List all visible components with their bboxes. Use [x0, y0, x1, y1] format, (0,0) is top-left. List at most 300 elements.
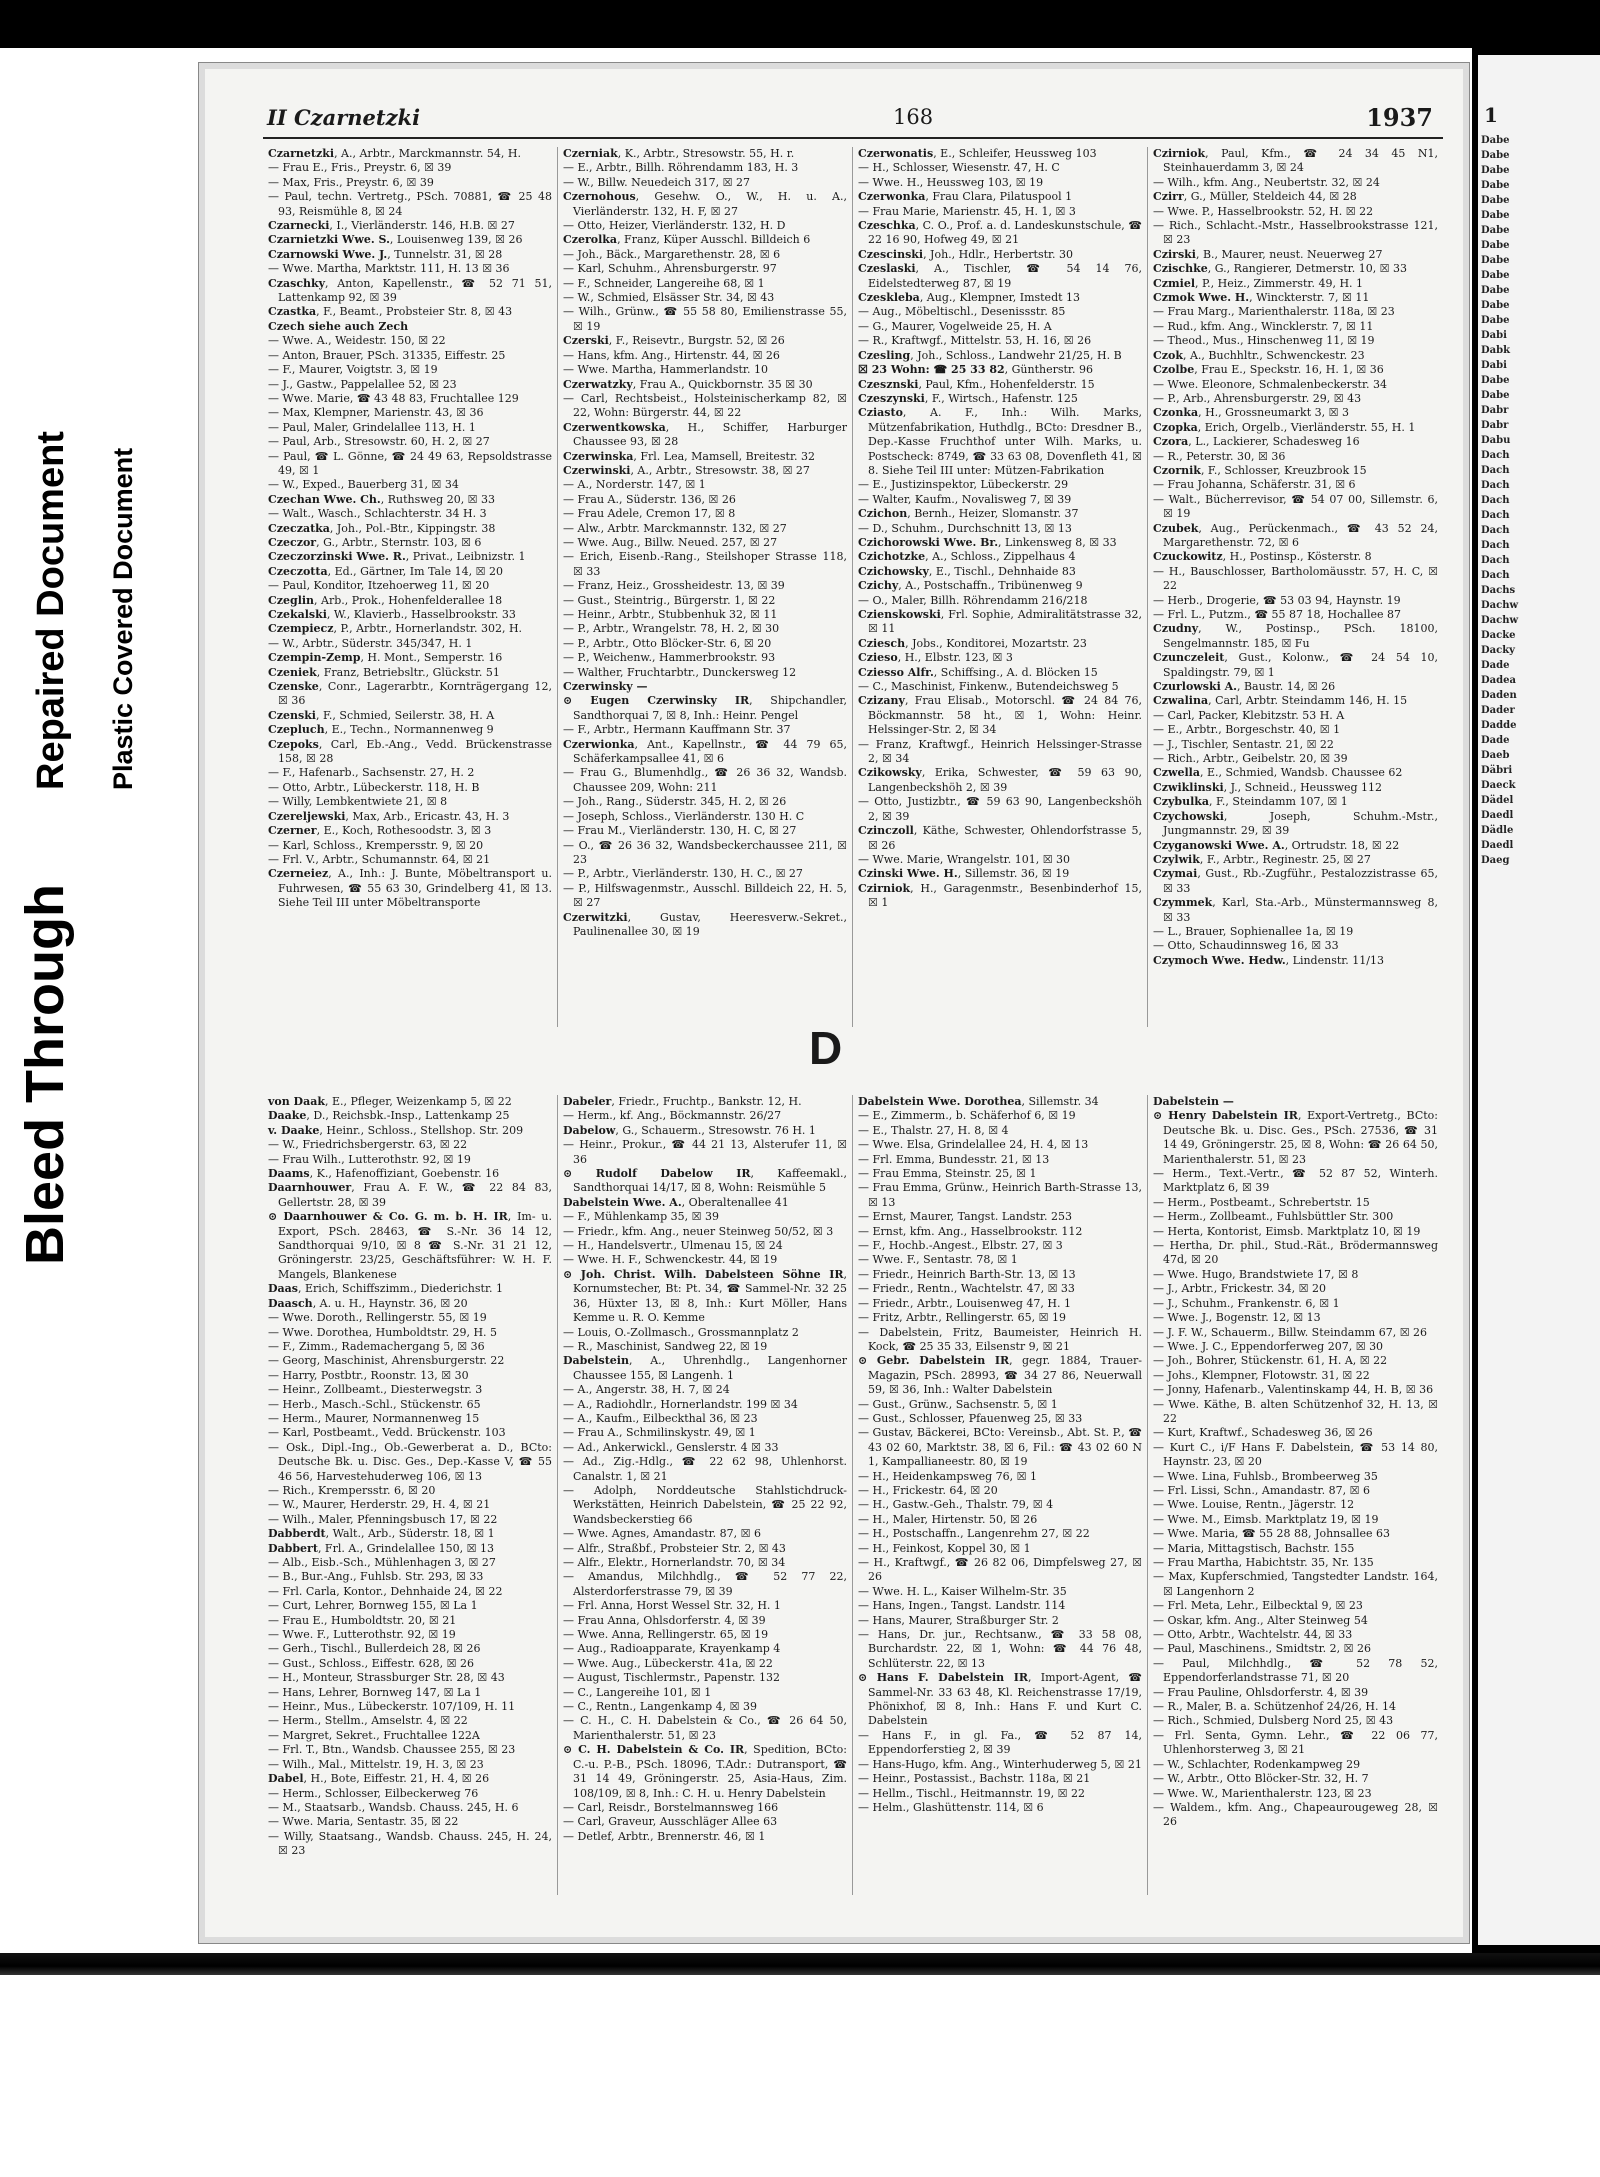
directory-entry: — Wwe. Lina, Fuhlsb., Brombeerweg 35	[1153, 1469, 1378, 1483]
directory-entry: — H., Gastw.-Geh., Thalstr. 79, ☒ 4	[858, 1498, 1054, 1512]
directory-entry: Dabeler, Friedr., Fruchtp., Bankstr. 12, H.	[563, 1095, 802, 1108]
adjacent-page-line: Dach	[1481, 510, 1510, 521]
directory-entry: Czinczoll, Käthe, Schwester, Ohlendorfstrasse 5, ☒ 26	[858, 824, 1142, 852]
directory-entry: Czarnietzki Wwe. S., Louisenweg 139, ☒ 26	[268, 233, 523, 247]
header-year: 1937	[1366, 103, 1433, 132]
directory-entry: Czeschka, C. O., Prof. a. d. Landeskunstschule, ☎ 22 16 90, Hofweg 49, ☒ 21	[858, 219, 1142, 247]
directory-entry: Czichowsky, E., Tischl., Dehnhaide 83	[858, 564, 1076, 578]
directory-entry: — Friedr., Rentn., Wachtelstr. 47, ☒ 33	[858, 1282, 1075, 1296]
directory-entry: Czerski, F., Reisevtr., Burgstr. 52, ☒ 26	[563, 334, 785, 348]
directory-entry: Czesznski, Paul, Kfm., Hohenfelderstr. 15	[858, 377, 1095, 391]
directory-entry: — F., Zimm., Rademachergang 5, ☒ 36	[268, 1339, 485, 1353]
directory-entry: — Rich., Arbtr., Geibelstr. 20, ☒ 39	[1153, 752, 1348, 766]
directory-entry: Czempin-Zemp, H. Mont., Semperstr. 16	[268, 651, 503, 665]
directory-entry: — Waldem., kfm. Ang., Chapeaurougeweg 28, ☒ 26	[1153, 1800, 1438, 1829]
directory-entry: Czeskleba, Aug., Klempner, Imstedt 13	[858, 291, 1081, 305]
directory-entry: — H., Heidenkampsweg 76, ☒ 1	[858, 1469, 1037, 1483]
directory-entry: — Wwe. Eleonore, Schmalenbeckerstr. 34	[1153, 377, 1388, 391]
column-8	[1148, 1095, 1443, 1895]
directory-entry: — Fritz, Arbtr., Rellingerstr. 65, ☒ 19	[858, 1311, 1067, 1325]
adjacent-page-line: Dabe	[1481, 180, 1510, 191]
column-2	[558, 147, 853, 1027]
directory-entry: Czerniak, K., Arbtr., Stresowstr. 55, H. r.	[563, 147, 795, 160]
directory-entry: — R., Maler, B. a. Schützenhof 24/26, H. 14	[1153, 1700, 1397, 1714]
adjacent-page-line: Dader	[1481, 705, 1515, 716]
directory-entry: — Max, Klempner, Marienstr. 43, ☒ 36	[268, 406, 484, 420]
directory-entry: Czerner, E., Koch, Rothesoodstr. 3, ☒ 3	[268, 824, 492, 838]
directory-entry: — Frl. Senta, Gymn. Lehr., ☎ 22 06 77, Uhlenhorsterweg 3, ☒ 21	[1153, 1728, 1438, 1757]
directory-entry: — Amandus, Milchhdlg., ☎ 52 77 22, Alsterdorferstrasse 79, ☒ 39	[563, 1570, 847, 1598]
directory-entry: Dabelow, G., Schauerm., Stresowstr. 76 H. 1	[563, 1123, 816, 1137]
adjacent-page-line: Dabe	[1481, 240, 1510, 251]
directory-entry: — Kurt, Kraftwf., Schadesweg 36, ☒ 26	[1153, 1426, 1373, 1440]
directory-entry: — Wwe. Aug., Billw. Neued. 257, ☒ 27	[563, 535, 778, 549]
directory-entry: — Wwe. Martha, Hammerlandstr. 10	[563, 363, 768, 377]
adjacent-page-line: Dabe	[1481, 300, 1510, 311]
scan-bottom-border	[0, 1953, 1600, 1975]
adjacent-page-line: Dach	[1481, 555, 1510, 566]
directory-entry: — E., Zimmerm., b. Schäferhof 6, ☒ 19	[858, 1109, 1076, 1123]
directory-entry: ⊙ Daarnhouwer & Co. G. m. b. H. IR, Im- u. Export, PSch. 28463, ☎ S.-Nr. 36 14 12, Sandthorquai 9/10, ☒ 8 ☎ S.-Nr. 31 21 12, Gröningerstr. 23/25, Geschäftsführer: W. H. F. Mangels, Blankenese	[268, 1210, 552, 1281]
directory-entry: — Karl, Postbeamt., Vedd. Brückenstr. 103	[268, 1426, 506, 1440]
adjacent-page-line: Dabe	[1481, 150, 1510, 161]
directory-entry: — Ernst, kfm. Ang., Hasselbrookstr. 112	[858, 1224, 1083, 1238]
directory-entry: — Oskar, kfm. Ang., Alter Steinweg 54	[1153, 1613, 1368, 1627]
directory-entry: — Erich, Eisenb.-Rang., Steilshoper Strasse 118, ☒ 33	[563, 550, 847, 578]
adjacent-page-lines	[1478, 133, 1600, 868]
directory-entry: — H., Postschaffn., Langenrehm 27, ☒ 22	[858, 1527, 1090, 1541]
adjacent-page-line: Dabe	[1481, 270, 1510, 281]
directory-entry: — Wwe. Marie, ☎ 43 48 83, Fruchtallee 129	[268, 391, 519, 405]
directory-entry: — Ad., Zig.-Hdlg., ☎ 22 62 98, Uhlenhorst. Canalstr. 1, ☒ 21	[563, 1455, 847, 1483]
directory-entry: — R., Kraftwgf., Mittelstr. 53, H. 16, ☒ 26	[858, 334, 1092, 348]
directory-entry: Czerwitzki, Gustav, Heeresverw.-Sekret., Paulinenallee 30, ☒ 19	[563, 910, 847, 938]
directory-entry: — C., Langereihe 101, ☒ 1	[563, 1685, 712, 1699]
directory-entry: — Joh., Bäck., Margarethenstr. 28, ☒ 6	[563, 247, 781, 261]
directory-entry: — A., Angerstr. 38, H. 7, ☒ 24	[563, 1383, 730, 1397]
directory-entry: — Wwe. Marie, Wrangelstr. 101, ☒ 30	[858, 852, 1071, 866]
directory-entry: — Margret, Sekret., Fruchtallee 122A	[268, 1728, 480, 1742]
adjacent-page-line: Dädle	[1481, 825, 1514, 836]
directory-entry: — Wwe. Doroth., Rellingerstr. 55, ☒ 19	[268, 1311, 487, 1325]
directory-entry: — F., Schneider, Langereihe 68, ☒ 1	[563, 276, 765, 290]
directory-entry: — Gust., Schloss., Eiffestr. 628, ☒ 26	[268, 1656, 474, 1670]
directory-entry: — H., Schlosser, Wiesenstr. 47, H. C	[858, 161, 1060, 175]
adjacent-page-number: 1	[1484, 103, 1498, 127]
adjacent-page-line: Dadde	[1481, 720, 1517, 731]
adjacent-page-line: Dach	[1481, 540, 1510, 551]
directory-entry: — Otto, Arbtr., Wachtelstr. 44, ☒ 33	[1153, 1628, 1353, 1642]
directory-entry: — Herta, Kontorist, Eimsb. Marktplatz 10, ☒ 19	[1153, 1224, 1421, 1238]
directory-entry: — L., Brauer, Sophienallee 1a, ☒ 19	[1153, 924, 1354, 938]
adjacent-page-line: Daden	[1481, 690, 1517, 701]
directory-entry: — R., Maschinist, Sandweg 22, ☒ 19	[563, 1339, 768, 1353]
adjacent-page-line: Dade	[1481, 660, 1510, 671]
directory-entry: Czerwonatis, E., Schleifer, Heussweg 103	[858, 147, 1097, 160]
directory-entry: — Heinr., Mus., Lübeckerstr. 107/109, H. 11	[268, 1700, 516, 1714]
directory-entry: — Dabelstein, Fritz, Baumeister, Heinrich H. Kock, ☎ 25 35 33, Eilsenstr 9, ☒ 21	[858, 1325, 1142, 1353]
directory-entry: — Wwe. M., Eimsb. Marktplatz 19, ☒ 19	[1153, 1512, 1379, 1526]
directory-entry: — Frl. Emma, Bundesstr. 21, ☒ 13	[858, 1152, 1050, 1166]
directory-entry: — C. H., C. H. Dabelstein & Co., ☎ 26 64 50, Marienthalerstr. 51, ☒ 23	[563, 1714, 847, 1742]
adjacent-page-line: Dacke	[1481, 630, 1516, 641]
directory-entry: — Carl, Rechtsbeist., Holsteinischerkamp 82, ☒ 22, Wohn: Bürgerstr. 44, ☒ 22	[563, 391, 847, 420]
directory-entry: Dabelstein Wwe. Dorothea, Sillemstr. 34	[858, 1095, 1099, 1108]
directory-entry: — Hellm., Tischl., Heitmannstr. 19, ☒ 22	[858, 1786, 1085, 1800]
directory-entry: — W., Schlachter, Rodenkampweg 29	[1153, 1757, 1361, 1771]
directory-entry: — Frau M., Vierländerstr. 130, H. C, ☒ 27	[563, 824, 797, 838]
directory-entry: — Hans F., in gl. Fa., ☎ 52 87 14, Eppendorferstieg 2, ☒ 39	[858, 1728, 1142, 1757]
directory-entry: — Frau E., Fris., Preystr. 6, ☒ 39	[268, 161, 452, 175]
directory-entry: — E., Justizinspektor, Lübeckerstr. 29	[858, 478, 1069, 492]
top-columns	[263, 147, 1443, 1027]
directory-entry: — Frau Anna, Ohlsdorferstr. 4, ☒ 39	[563, 1613, 766, 1627]
directory-entry: — Wwe. Maria, ☎ 55 28 88, Johnsallee 63	[1153, 1527, 1390, 1541]
directory-entry: — Frl. V., Arbtr., Schumannstr. 64, ☒ 21	[268, 852, 491, 866]
column-4	[1148, 147, 1443, 1027]
directory-entry: Czerwentkowska, H., Schiffer, Harburger Chaussee 93, ☒ 28	[563, 420, 847, 449]
directory-entry: — Wwe. H., Heussweg 103, ☒ 19	[858, 175, 1044, 189]
directory-entry: Czeczatka, Joh., Pol.-Btr., Kippingstr. 38	[268, 521, 496, 535]
directory-entry: — Heinr., Postassist., Bachstr. 118a, ☒ 21	[858, 1772, 1091, 1786]
adjacent-page-line: Dabi	[1481, 360, 1507, 371]
directory-entry: — Hans, kfm. Ang., Hirtenstr. 44, ☒ 26	[563, 348, 780, 362]
directory-entry: — H., Feinkost, Koppel 30, ☒ 1	[858, 1541, 1031, 1555]
directory-entry: ⊙ C. H. Dabelstein & Co. IR, Spedition, BCto: C.-u. P.-B., PSch. 18096, T.Adr.: Dutransport, ☎ 31 14 49, Gröningerstr. 25, Asia-Haus, Zim. 108/109, ☒ 8, Inh.: C. H. u. Henry Dabelstein	[563, 1743, 847, 1800]
directory-entry: — O., ☎ 26 36 32, Wandsbeckerchaussee 211, ☒ 23	[563, 838, 847, 866]
adjacent-page-line: Dabe	[1481, 210, 1510, 221]
directory-entry: Czieso, H., Elbstr. 123, ☒ 3	[858, 651, 1013, 665]
directory-entry: Czizany, Frau Elisab., Motorschl. ☎ 24 84 76, Böckmannstr. 58 ht., ☒ 1, Wohn: Heinr. Helssinger-Str. 2, ☒ 34	[858, 694, 1142, 737]
directory-entry: — Frau G., Blumenhdlg., ☎ 26 36 32, Wandsb. Chaussee 209, Wohn: 211	[563, 766, 847, 794]
directory-entry: Czunczeleit, Gust., Kolonw., ☎ 24 54 10, Spaldingstr. 79, ☒ 1	[1153, 651, 1438, 679]
directory-entry: Cziesch, Jobs., Konditorei, Mozartstr. 23	[858, 636, 1087, 650]
directory-entry: — Frau Adele, Cremon 17, ☒ 8	[563, 507, 736, 521]
directory-entry: — Frl. Carla, Kontor., Dehnhaide 24, ☒ 22	[268, 1584, 503, 1598]
directory-entry: Czerneiez, A., Inh.: J. Bunte, Möbeltransport u. Fuhrwesen, ☎ 55 63 30, Grindelberg 41, ☒ 13. Siehe Teil III unter Möbeltransporte	[268, 867, 552, 910]
directory-entry: — C., Rentn., Langenkamp 4, ☒ 39	[563, 1700, 758, 1714]
column-1	[263, 147, 558, 1027]
directory-entry: Czora, L., Lackierer, Schadesweg 16	[1153, 435, 1360, 449]
directory-entry: — Karl, Schloss., Krempersstr. 9, ☒ 20	[268, 838, 484, 852]
directory-entry: Czonka, H., Grossneumarkt 3, ☒ 3	[1153, 406, 1349, 420]
directory-entry: Daake, D., Reichsbk.-Insp., Lattenkamp 25	[268, 1109, 510, 1123]
directory-entry: — Frl. L., Putzm., ☎ 55 87 18, Hochallee 87	[1153, 608, 1402, 621]
directory-entry: Dabberdt, Walt., Arb., Süderstr. 18, ☒ 1	[268, 1527, 495, 1541]
directory-entry: — F., Maurer, Voigtstr. 3, ☒ 19	[268, 363, 438, 377]
directory-entry: — P., Arb., Ahrensburgerstr. 29, ☒ 43	[1153, 391, 1362, 405]
directory-entry: — P., Arbtr., Otto Blöcker-Str. 6, ☒ 20	[563, 636, 772, 650]
directory-entry: — Paul, Konditor, Itzehoerweg 11, ☒ 20	[268, 579, 490, 593]
directory-entry: — P., Arbtr., Wrangelstr. 78, H. 2, ☒ 30	[563, 622, 780, 636]
directory-entry: — J. F. W., Schauerm., Billw. Steindamm 67, ☒ 26	[1153, 1325, 1428, 1339]
directory-entry: Czurlowski A., Baustr. 14, ☒ 26	[1153, 680, 1336, 694]
directory-entry: — Carl, Packer, Klebitzstr. 53 H. A	[1153, 708, 1345, 722]
directory-entry: — F., Mühlenkamp 35, ☒ 39	[563, 1210, 719, 1224]
directory-entry: Czmiel, P., Heiz., Zimmerstr. 49, H. 1	[1153, 276, 1364, 290]
section-letter: D	[809, 1022, 843, 1074]
adjacent-page-line: Dabu	[1481, 435, 1511, 446]
directory-entry: — Theod., Mus., Hinschenweg 11, ☒ 19	[1153, 334, 1375, 348]
directory-entry: — H., Bauschlosser, Bartholomäusstr. 57, H. C, ☒ 22	[1153, 564, 1438, 593]
directory-entry: — Walther, Fruchtarbtr., Dunckersweg 12	[563, 665, 797, 679]
directory-entry: — O., Maler, Billh. Röhrendamm 216/218	[858, 593, 1088, 607]
label-plastic-covered: Plastic Covered Document	[108, 447, 138, 790]
directory-entry: Czwella, E., Schmied, Wandsb. Chaussee 62	[1153, 766, 1403, 780]
adjacent-page-line: Daedl	[1481, 840, 1514, 851]
adjacent-page-line: Dach	[1481, 480, 1510, 491]
directory-entry: — Alfr., Elektr., Hornerlandstr. 70, ☒ 34	[563, 1556, 786, 1569]
directory-entry: — Hertha, Dr. phil., Stud.-Rät., Brödermannsweg 47d, ☒ 20	[1153, 1239, 1438, 1267]
directory-entry: Daas, Erich, Schiffszimm., Diederichstr. 1	[268, 1282, 503, 1296]
directory-entry: Czeczorzinski Wwe. R., Privat., Leibnizstr. 1	[268, 550, 526, 564]
directory-entry: — W., Exped., Bauerberg 31, ☒ 34	[268, 478, 459, 492]
directory-entry: — Frau A., Schmilinskystr. 49, ☒ 1	[563, 1426, 756, 1440]
directory-entry: — W., Arbtr., Otto Blöcker-Str. 32, H. 7	[1153, 1772, 1369, 1786]
directory-entry: — Herm., Text.-Vertr., ☎ 52 87 52, Winterh. Marktplatz 6, ☒ 39	[1153, 1167, 1438, 1195]
directory-entry: — R., Peterstr. 30, ☒ 36	[1153, 449, 1286, 463]
directory-entry: — Max, Kupferschmied, Tangstedter Landstr. 164, ☒ Langenhorn 2	[1153, 1570, 1438, 1598]
directory-entry: — Frl. T., Btn., Wandsb. Chaussee 255, ☒ 23	[268, 1743, 516, 1757]
directory-entry: — Joh., Rang., Süderstr. 345, H. 2, ☒ 26	[563, 795, 787, 809]
directory-entry: — Paul, Arb., Stresowstr. 60, H. 2, ☒ 27	[268, 435, 490, 449]
directory-entry: Czerwionka, Ant., Kapellnstr., ☎ 44 79 65, Schäferkampsallee 41, ☒ 6	[563, 737, 847, 766]
directory-entry: Czmok Wwe. H., Winckterstr. 7, ☒ 11	[1153, 291, 1370, 305]
directory-entry: Czerwinska, Frl. Lea, Mamsell, Breitestr. 32	[563, 449, 815, 463]
directory-entry: Czastka, F., Beamt., Probsteier Str. 8, ☒ 43	[268, 305, 513, 319]
directory-entry: Czichorowski Wwe. Br., Linkensweg 8, ☒ 33	[858, 535, 1117, 549]
directory-entry: Daams, K., Hafenoffiziant, Goebenstr. 16	[268, 1167, 500, 1181]
directory-entry: — Wwe. Anna, Rellingerstr. 65, ☒ 19	[563, 1628, 769, 1642]
directory-entry: — Wilh., kfm. Ang., Neubertstr. 32, ☒ 24	[1153, 175, 1380, 189]
directory-entry: — Heinr., Zollbeamt., Diesterwegstr. 3	[268, 1383, 483, 1397]
directory-entry: — E., Arbtr., Billh. Röhrendamm 183, H. 3	[563, 161, 799, 175]
directory-entry: — H., Kraftwgf., ☎ 26 82 06, Dimpfelsweg 27, ☒ 26	[858, 1556, 1142, 1584]
directory-entry: Czymai, Gust., Rb.-Zugführ., Pestalozzistrasse 65, ☒ 33	[1153, 867, 1438, 895]
directory-entry: — Herm., kf. Ang., Böckmannstr. 26/27	[563, 1109, 782, 1123]
directory-entry: — H., Frickestr. 64, ☒ 20	[858, 1483, 998, 1497]
directory-entry: — Wwe. F., Sentastr. 78, ☒ 1	[858, 1253, 1018, 1267]
page-number: 168	[893, 105, 934, 129]
directory-entry: — Walt., Wasch., Schlachterstr. 34 H. 3	[268, 507, 487, 521]
directory-entry: — Alfr., Straßbf., Probsteier Str. 2, ☒ 43	[563, 1541, 786, 1555]
adjacent-page-line: Dabe	[1481, 315, 1510, 326]
directory-entry: — Wwe. F., Lutterothstr. 92, ☒ 19	[268, 1628, 456, 1642]
directory-entry: Czescinski, Joh., Hdlr., Herbertstr. 30	[858, 247, 1074, 261]
directory-entry: Cziesso Alfr., Schiffsing., A. d. Blöcken 15	[858, 665, 1098, 679]
directory-entry: Czienskowski, Frl. Sophie, Admiralitätstrasse 32, ☒ 11	[858, 608, 1142, 636]
directory-entry: Czwalina, Carl, Arbtr. Steindamm 146, H. 15	[1153, 694, 1408, 708]
directory-entry: — Otto, Justizbtr., ☎ 59 63 90, Langenbeckshöh 2, ☒ 39	[858, 795, 1142, 823]
adjacent-page-line: Dach	[1481, 495, 1510, 506]
directory-entry: Dabelstein, A., Uhrenhdlg., Langenhorner Chaussee 155, ☒ Langenh. 1	[563, 1354, 847, 1382]
directory-entry: Dabbert, Frl. A., Grindelallee 150, ☒ 13	[268, 1541, 494, 1555]
directory-entry: Czekalski, W., Klavierb., Hasselbrookstr. 33	[268, 608, 516, 621]
directory-entry: — J., Gastw., Pappelallee 52, ☒ 23	[268, 377, 457, 391]
directory-entry: Czeniek, Franz, Betriebsltr., Glückstr. 51	[268, 665, 500, 679]
directory-entry: — Wwe. J. C., Eppendorferweg 207, ☒ 30	[1153, 1339, 1384, 1353]
adjacent-page-line: Dabe	[1481, 195, 1510, 206]
directory-entry: Czereljewski, Max, Arb., Ericastr. 43, H. 3	[268, 809, 510, 823]
label-bleed-through: Bleed Through	[15, 884, 75, 1265]
directory-entry: — Anton, Brauer, PSch. 31335, Eiffestr. 25	[268, 348, 506, 362]
adjacent-page-line: Dach	[1481, 525, 1510, 536]
directory-entry: — Ernst, Maurer, Tangst. Landstr. 253	[858, 1210, 1072, 1224]
directory-entry: — Herm., Zollbeamt., Fuhlsbüttler Str. 300	[1153, 1210, 1394, 1224]
header-section: II Czarnetzki	[267, 105, 421, 130]
directory-entry: — Frl. Anna, Horst Wessel Str. 32, H. 1	[563, 1599, 781, 1613]
directory-entry: — Detlef, Arbtr., Brennerstr. 46, ☒ 1	[563, 1829, 766, 1843]
directory-entry: — F., Hochb.-Angest., Elbstr. 27, ☒ 3	[858, 1239, 1063, 1253]
directory-entry: — A., Radiohdlr., Hornerlandstr. 199 ☒ 34	[563, 1397, 798, 1411]
directory-entry: Czopka, Erich, Orgelb., Vierländerstr. 55, H. 1	[1153, 420, 1416, 434]
directory-entry: — Osk., Dipl.-Ing., Ob.-Gewerberat a. D., BCto: Deutsche Bk. u. Disc. Ges., Dep.-Kasse V, ☎ 55 46 56, Harvestehuderweg 106, ☒ 13	[268, 1440, 552, 1483]
directory-entry: Czichy, A., Postschaffn., Tribünenweg 9	[858, 579, 1083, 593]
directory-entry: — Hans, Maurer, Straßburger Str. 2	[858, 1613, 1059, 1627]
directory-entry: — W., Arbtr., Süderstr. 345/347, H. 1	[268, 636, 473, 650]
directory-entry: — Joh., Bohrer, Stückenstr. 61, H. A, ☒ 22	[1153, 1354, 1388, 1368]
directory-entry: — W., Billw. Neuedeich 317, ☒ 27	[563, 175, 750, 189]
adjacent-page-line: Daeb	[1481, 750, 1510, 761]
directory-entry: Czerwatzky, Frau A., Quickbornstr. 35 ☒ 30	[563, 377, 813, 391]
directory-entry: — F., Hafenarb., Sachsenstr. 27, H. 2	[268, 766, 475, 780]
directory-entry: — Herm., Maurer, Normannenweg 15	[268, 1411, 480, 1425]
directory-entry: — Paul, Milchhdlg., ☎ 52 78 52, Eppendorferlandstrasse 71, ☒ 20	[1153, 1656, 1438, 1685]
directory-entry: — Frau A., Süderstr. 136, ☒ 26	[563, 492, 736, 506]
adjacent-page-line: Dachs	[1481, 585, 1516, 596]
directory-entry: Czerwinsky —	[563, 680, 648, 694]
directory-entry: Czudny, W., Postinsp., PSch. 18100, Sengelmannstr. 185, ☒ Fu	[1153, 622, 1438, 650]
directory-entry: — Herm., Postbeamt., Schrebertstr. 15	[1153, 1195, 1370, 1209]
directory-entry: — P., Weichenw., Hammerbrookstr. 93	[563, 651, 776, 665]
directory-entry: Czyganowski Wwe. A., Ortrudstr. 18, ☒ 22	[1153, 838, 1400, 852]
directory-entry: — Paul, techn. Vertretg., PSch. 70881, ☎ 25 48 93, Reismühle 8, ☒ 24	[268, 190, 552, 218]
directory-entry: — Herm., Schlosser, Eilbeckerweg 76	[268, 1786, 479, 1800]
directory-entry: — Hans, Dr. jur., Rechtsanw., ☎ 33 58 08, Burchardstr. 22, ☒ 1, Wohn: ☎ 44 76 48, Schlüterstr. 22, ☒ 13	[858, 1628, 1142, 1670]
directory-entry: — Frau Emma, Grünw., Heinrich Barth-Strasse 13, ☒ 13	[858, 1181, 1142, 1209]
directory-entry: — J., Arbtr., Frickestr. 34, ☒ 20	[1153, 1282, 1326, 1296]
directory-entry: Czechan Wwe. Ch., Ruthsweg 20, ☒ 33	[268, 492, 496, 506]
directory-entry: — Frl. Meta, Lehr., Eilbecktal 9, ☒ 23	[1153, 1599, 1363, 1613]
adjacent-page-line: Dabi	[1481, 330, 1507, 341]
directory-entry: — Georg, Maschinist, Ahrensburgerstr. 22	[268, 1354, 505, 1368]
directory-entry: Dabel, H., Bote, Eiffestr. 21, H. 4, ☒ 26	[268, 1772, 490, 1786]
directory-entry: — Wilh., Maler, Pfenningsbusch 17, ☒ 22	[268, 1512, 498, 1526]
directory-entry: — Hans, Ingen., Tangst. Landstr. 114	[858, 1599, 1066, 1613]
directory-entry: — Hans-Hugo, kfm. Ang., Winterhuderweg 5, ☒ 21	[858, 1757, 1142, 1771]
directory-entry: — Wwe. Maria, Sentastr. 35, ☒ 22	[268, 1815, 459, 1829]
directory-entry: — Frau E., Humboldtstr. 20, ☒ 21	[268, 1613, 457, 1627]
adjacent-page-line: Dabe	[1481, 135, 1510, 146]
directory-entry: — Wwe. H. F., Schwenckestr. 44, ☒ 19	[563, 1253, 778, 1267]
directory-entry: Daasch, A. u. H., Haynstr. 36, ☒ 20	[268, 1296, 468, 1310]
adjacent-page-edge	[1478, 55, 1600, 1945]
directory-entry: Czepoks, Carl, Eb.-Ang., Vedd. Brückenstrasse 158, ☒ 28	[268, 737, 552, 766]
directory-entry: — Jonny, Hafenarb., Valentinskamp 44, H. B, ☒ 36	[1153, 1383, 1434, 1397]
directory-entry: — Wwe. Agnes, Amandastr. 87, ☒ 6	[563, 1527, 762, 1541]
directory-entry: — Curt, Lehrer, Bornweg 155, ☒ La 1	[268, 1599, 478, 1613]
directory-entry: Czischke, G., Rangierer, Detmerstr. 10, ☒ 33	[1153, 262, 1408, 276]
directory-entry: Czinski Wwe. H., Sillemstr. 36, ☒ 19	[858, 867, 1070, 881]
directory-entry: — Gust., Schlosser, Pfauenweg 25, ☒ 33	[858, 1411, 1083, 1425]
directory-entry: — Wwe. Elsa, Grindelallee 24, H. 4, ☒ 13	[858, 1138, 1089, 1152]
directory-entry: — Wilh., Grünw., ☎ 55 58 80, Emilienstrasse 55, ☒ 19	[563, 305, 847, 333]
directory-entry: — Wwe. A., Weidestr. 150, ☒ 22	[268, 334, 446, 348]
adjacent-page-line: Dach	[1481, 465, 1510, 476]
directory-entry: Czymoch Wwe. Hedw., Lindenstr. 11/13	[1153, 953, 1385, 967]
directory-entry: — Adolph, Norddeutsche Stahlstichdruck-Werkstätten, Heinrich Dabelstein, ☎ 25 22 92, Wandsbeckerstieg 66	[563, 1483, 847, 1526]
directory-entry: — Franz, Heiz., Grossheidestr. 13, ☒ 39	[563, 579, 785, 593]
directory-entry: Czirniok, H., Garagenmstr., Besenbinderhof 15, ☒ 1	[858, 881, 1142, 910]
directory-entry: — A., Norderstr. 147, ☒ 1	[563, 478, 706, 492]
directory-entry: Czarnecki, I., Vierländerstr. 146, H.B. ☒ 27	[268, 219, 515, 233]
adjacent-page-line: Dabk	[1481, 345, 1511, 356]
directory-entry: Czwiklinski, J., Schneid., Heussweg 112	[1153, 780, 1383, 794]
directory-entry: — Wwe. H. L., Kaiser Wilhelm-Str. 35	[858, 1584, 1067, 1598]
directory-entry: — Helm., Glashüttenstr. 114, ☒ 6	[858, 1800, 1044, 1814]
directory-entry: — Frau Marg., Marienthalerstr. 118a, ☒ 23	[1153, 305, 1395, 319]
directory-entry: Czesling, Joh., Schloss., Landwehr 21/25, H. B	[858, 348, 1122, 362]
adjacent-page-line: Dade	[1481, 735, 1510, 746]
directory-entry: — E., Thalstr. 27, H. 8, ☒ 4	[858, 1123, 1009, 1137]
adjacent-page-line: Daeck	[1481, 780, 1516, 791]
directory-entry: Czeczor, G., Arbtr., Sternstr. 103, ☒ 6	[268, 535, 482, 549]
directory-entry: Czernohous, Gesehw. O., W., H. u. A., Vierländerstr. 132, H. F, ☒ 27	[563, 190, 847, 218]
directory-entry: — P., Arbtr., Vierländerstr. 130, H. C., ☒ 27	[563, 867, 803, 881]
directory-entry: — Herm., Stellm., Amselstr. 4, ☒ 22	[268, 1714, 468, 1728]
directory-entry: — Ad., Ankerwickl., Genslerstr. 4 ☒ 33	[563, 1440, 779, 1454]
directory-entry: ☒ 23 Wohn: ☎ 25 33 82, Güntherstr. 96	[858, 363, 1093, 377]
directory-entry: ⊙ Joh. Christ. Wilh. Dabelsteen Söhne IR, Kornumstecher, Bt: Pt. 34, ☎ Sammel-Nr. 32 25 36, Hüxter 13, ☒ 8, Inh.: Kurt Möller, Hans Kemme u. R. O. Kemme	[563, 1267, 847, 1325]
directory-entry: — Joseph, Schloss., Vierländerstr. 130 H. C	[563, 809, 805, 823]
directory-entry: Czerolka, Franz, Küper Ausschl. Billdeich 6	[563, 233, 811, 247]
directory-entry: — E., Arbtr., Borgeschstr. 40, ☒ 1	[1153, 723, 1341, 737]
adjacent-page-line: Dabe	[1481, 285, 1510, 296]
directory-entry: — Wwe. J., Bogenstr. 12, ☒ 13	[1153, 1311, 1321, 1325]
directory-entry: — Gustav, Bäckerei, BCto: Vereinsb., Abt. St. P., ☎ 43 02 60, Marktstr. 38, ☒ 6, Fil.: ☎ 43 02 60 N 1, Kampallianeestr. 80, ☒ 19	[858, 1426, 1142, 1469]
directory-entry: — Paul, Maler, Grindelallee 113, H. 1	[268, 420, 476, 434]
directory-entry: ⊙ Gebr. Dabelstein IR, gegr. 1884, Trauer-Magazin, PSch. 28993, ☎ 34 27 86, Neuerwall 59, ☒ 36, Inh.: Walter Dabelstein	[858, 1354, 1142, 1397]
directory-entry: — Alb., Eisb.-Sch., Mühlenhagen 3, ☒ 27	[268, 1556, 496, 1569]
directory-entry: — Frau Pauline, Ohlsdorferstr. 4, ☒ 39	[1153, 1685, 1369, 1699]
directory-entry: — B., Bur.-Ang., Fuhlsb. Str. 293, ☒ 33	[268, 1570, 484, 1584]
directory-entry: — D., Schuhm., Durchschnitt 13, ☒ 13	[858, 521, 1072, 535]
directory-entry: — J., Schuhm., Frankenstr. 6, ☒ 1	[1153, 1296, 1340, 1310]
directory-entry: — Louis, O.-Zollmasch., Grossmannplatz 2	[563, 1325, 799, 1339]
directory-entry: Czolbe, Frau E., Speckstr. 16, H. 1, ☒ 36	[1153, 363, 1384, 377]
directory-entry: — Johs., Klempner, Flotowstr. 31, ☒ 22	[1153, 1368, 1370, 1382]
directory-entry: — A., Kaufm., Eilbeckthal 36, ☒ 23	[563, 1411, 758, 1425]
directory-entry: — Wwe. Aug., Lübeckerstr. 41a, ☒ 22	[563, 1656, 773, 1670]
column-6	[558, 1095, 853, 1895]
directory-entry: Czepluch, E., Techn., Normannenweg 9	[268, 723, 494, 737]
directory-entry: ⊙ Hans F. Dabelstein IR, Import-Agent, ☎ Sammel-Nr. 33 63 48, Kl. Reichenstrasse 17/19, Phönixhof, ☒ 8, Inh.: Hans F. und Kurt C. Dabelstein	[858, 1671, 1142, 1728]
directory-entry: ⊙ Rudolf Dabelow IR, Kaffeemakl., Sandthorquai 14/17, ☒ 8, Wohn: Reismühle 5	[563, 1167, 847, 1195]
directory-entry: — Rich., Krempersstr. 6, ☒ 20	[268, 1483, 436, 1497]
directory-entry: Czarnetzki, A., Arbtr., Marckmannstr. 54, H.	[268, 147, 521, 160]
directory-entry: — Gust., Steintrig., Bürgerstr. 1, ☒ 22	[563, 593, 776, 607]
directory-entry: Czeszynski, F., Wirtsch., Hafenstr. 125	[858, 391, 1078, 405]
directory-entry: — Wwe. P., Hasselbrookstr. 52, H. ☒ 22	[1153, 204, 1374, 218]
directory-entry: Czeglin, Arb., Prok., Hohenfelderallee 18	[268, 593, 503, 607]
directory-entry: — Wwe. Dorothea, Humboldtstr. 29, H. 5	[268, 1325, 498, 1339]
directory-entry: Czichon, Bernh., Heizer, Slomanstr. 37	[858, 507, 1079, 521]
directory-entry: — Paul, ☎ L. Gönne, ☎ 24 49 63, Repsoldstrasse 49, ☒ 1	[268, 449, 552, 477]
directory-entry: — Kurt C., i/F Hans F. Dabelstein, ☎ 53 14 80, Haynstr. 23, ☒ 20	[1153, 1440, 1438, 1469]
directory-entry: Czubek, Aug., Perückenmach., ☎ 43 52 24, Margarethenstr. 72, ☒ 6	[1153, 521, 1438, 549]
directory-entry: — Alw., Arbtr. Marckmannstr. 132, ☒ 27	[563, 521, 787, 535]
directory-entry: — Hans, Lehrer, Bornweg 147, ☒ La 1	[268, 1685, 482, 1699]
